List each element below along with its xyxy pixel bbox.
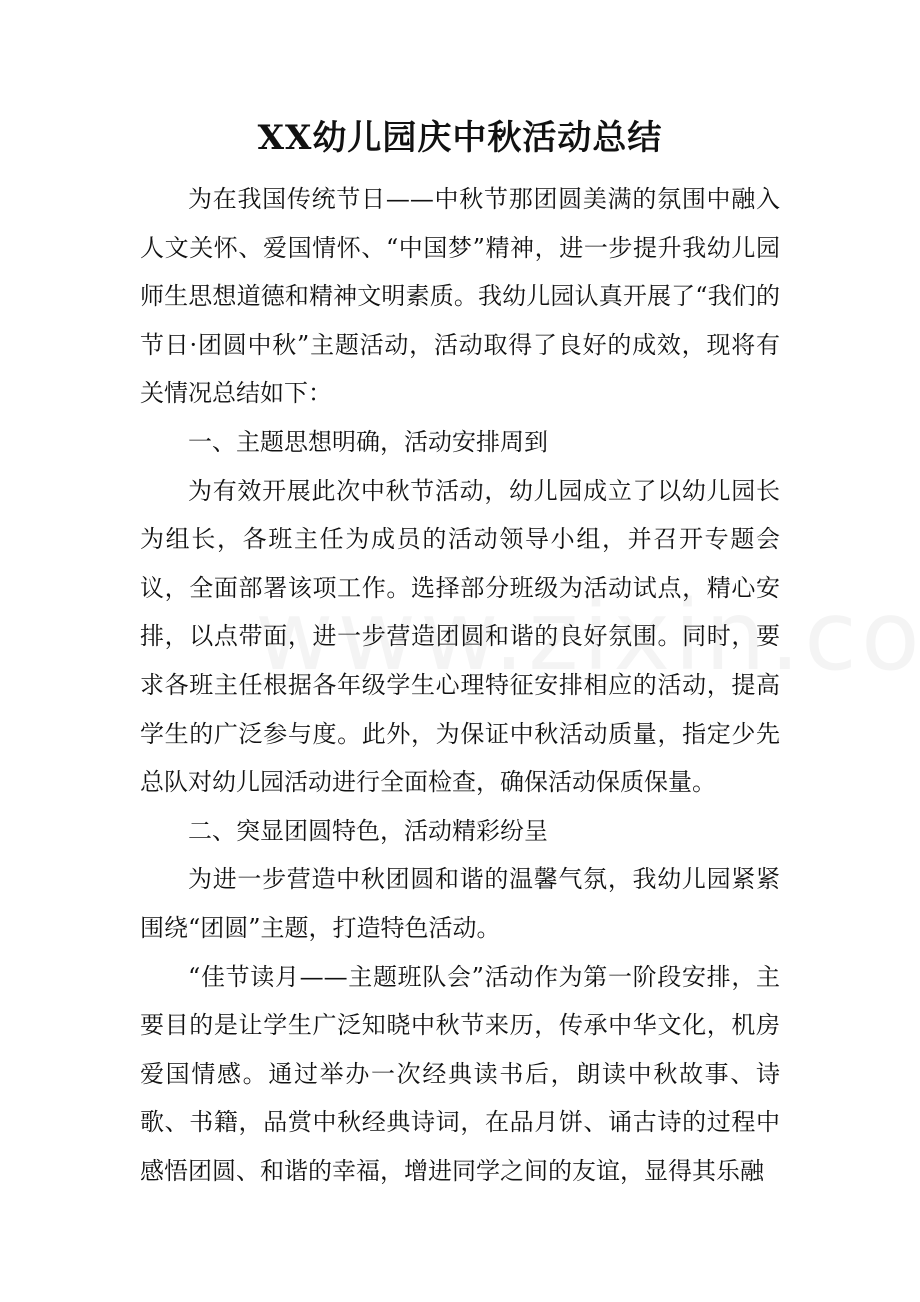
section-heading-2: 二、突显团圆特色，活动精彩纷呈 <box>188 816 548 845</box>
document-body <box>140 175 780 1195</box>
document-title: XX幼儿园庆中秋活动总结 <box>257 118 663 158</box>
paragraph-intro: 为在我国传统节日——中秋节那团圆美满的氛围中融入人文关怀、爱国情怀、“中国梦”精神，进一步提升我幼儿园师生思想道德和精神文明素质。我幼儿园认真开展了“我们的节日·团圆中秋”主题活动，活动取得了良好的成效，现将有关情况总结如下： <box>140 185 780 408</box>
section-heading-1: 一、主题思想明确，活动安排周到 <box>188 427 548 456</box>
paragraph-section-2-intro: 为进一步营造中秋团圆和谐的温馨气氛，我幼儿园紧紧围绕“团圆”主题，打造特色活动。 <box>140 865 780 942</box>
paragraph-section-1: 为有效开展此次中秋节活动，幼儿园成立了以幼儿园长为组长，各班主任为成员的活动领导小组，并召开专题会议，全面部署该项工作。选择部分班级为活动试点，精心安排，以点带面，进一步营造团圆和谐的良好氛围。同时，要求各班主任根据各年级学生心理特征安排相应的活动，提高学生的广泛参与度。此外，为保证中秋活动质量，指定少先总队对幼儿园活动进行全面检查，确保活动保质保量。 <box>140 476 780 797</box>
paragraph-section-2-activity: “佳节读月——主题班队会”活动作为第一阶段安排，主要目的是让学生广泛知晓中秋节来历，传承中华文化，机房爱国情感。通过举办一次经典读书后，朗读中秋故事、诗歌、书籍，品赏中秋经典诗词，在品月饼、诵古诗的过程中感悟团圆、和谐的幸福，增进同学之间的友谊，显得其乐融 <box>140 962 780 1185</box>
